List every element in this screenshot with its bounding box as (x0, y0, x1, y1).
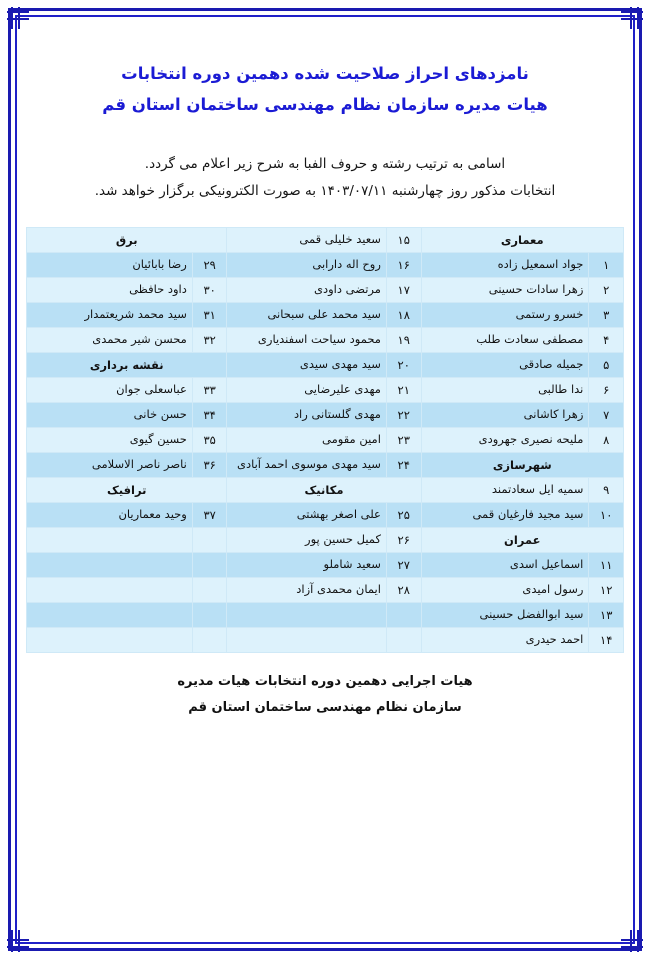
row-number-left: ۳۷ (192, 502, 227, 527)
candidate-name-middle: سعید شاملو (227, 552, 386, 577)
candidate-name-middle: سید مهدی سیدی (227, 352, 386, 377)
empty-cell-middle (227, 602, 386, 627)
candidate-name-right: سید ابوالفضل حسینی (421, 602, 589, 627)
row-number-middle: ۲۲ (386, 402, 421, 427)
table-row (27, 452, 624, 477)
row-number-left: ۳۰ (192, 277, 227, 302)
title-line-2: هیات مدیره سازمان نظام مهندسی ساختمان استان قم (102, 95, 548, 115)
candidate-name-middle: سید محمد علی سبحانی (227, 302, 386, 327)
candidate-name-middle: مهدی گلستانی راد (227, 402, 386, 427)
footer-text (22, 653, 628, 721)
table-row (27, 602, 624, 627)
table-row (27, 427, 624, 452)
row-number-right: ۶ (589, 377, 624, 402)
row-number-middle: ۱۹ (386, 327, 421, 352)
table-row (27, 377, 624, 402)
empty-cell-left (192, 602, 227, 627)
category-header-left: نقشه برداری (27, 352, 227, 377)
empty-cell-left (27, 552, 193, 577)
empty-cell-left (192, 577, 227, 602)
row-number-middle: ۱۵ (386, 227, 421, 252)
row-number-middle: ۲۰ (386, 352, 421, 377)
row-number-left: ۳۳ (192, 377, 227, 402)
row-number-left: ۳۵ (192, 427, 227, 452)
table-row (27, 577, 624, 602)
candidate-name-middle: سید مهدی موسوی احمد آبادی (227, 452, 386, 477)
row-number-left: ۳۴ (192, 402, 227, 427)
empty-cell-middle (386, 627, 421, 652)
intro-line-2: انتخابات مذکور روز چهارشنبه ۱۴۰۳/۰۷/۱۱ به صورت الکترونیکی برگزار خواهد شد. (94, 182, 556, 199)
candidate-name-right: جمیله صادقی (421, 352, 589, 377)
intro-text (22, 121, 628, 205)
row-number-left: ۲۹ (192, 252, 227, 277)
table-row (27, 627, 624, 652)
category-header-left: ترافیک (27, 477, 227, 502)
category-header-right: معماری (421, 227, 623, 252)
candidate-name-left: حسین گیوی (27, 427, 193, 452)
candidate-name-middle: مرتضی داودی (227, 277, 386, 302)
row-number-right: ۳ (589, 302, 624, 327)
row-number-middle: ۲۵ (386, 502, 421, 527)
candidate-name-middle: امین مقومی (227, 427, 386, 452)
row-number-right: ۵ (589, 352, 624, 377)
row-number-right: ۱۰ (589, 502, 624, 527)
candidate-name-left: حسن خانی (27, 402, 193, 427)
row-number-right: ۷ (589, 402, 624, 427)
row-number-left: ۳۱ (192, 302, 227, 327)
candidate-name-left: وحید معماریان (27, 502, 193, 527)
candidate-name-right: زهرا سادات حسینی (421, 277, 589, 302)
candidate-name-middle: کمیل حسین پور (227, 527, 386, 552)
candidate-name-left: داود حافظی (27, 277, 193, 302)
row-number-left: ۳۲ (192, 327, 227, 352)
candidate-name-middle: ایمان محمدی آزاد (227, 577, 386, 602)
page-title (22, 22, 628, 121)
table-row (27, 402, 624, 427)
candidates-table (26, 227, 624, 653)
candidate-name-left: سید محمد شریعتمدار (27, 302, 193, 327)
row-number-right: ۹ (589, 477, 624, 502)
table-row (27, 277, 624, 302)
empty-cell-left (27, 527, 193, 552)
table-row (27, 477, 624, 502)
candidate-name-right: خسرو رستمی (421, 302, 589, 327)
candidate-name-middle: علی اصغر بهشتی (227, 502, 386, 527)
table-row (27, 227, 624, 252)
category-header-left: برق (27, 227, 227, 252)
candidates-table-wrapper (22, 227, 628, 653)
row-number-middle: ۲۱ (386, 377, 421, 402)
candidate-name-right: رسول امیدی (421, 577, 589, 602)
category-header-right: عمران (421, 527, 623, 552)
candidate-name-right: مصطفی سعادت طلب (421, 327, 589, 352)
candidate-name-right: اسماعیل اسدی (421, 552, 589, 577)
table-row (27, 327, 624, 352)
intro-line-1: اسامی به ترتیب رشته و حروف الفبا به شرح زیر اعلام می گردد. (144, 155, 506, 172)
row-number-left: ۳۶ (192, 452, 227, 477)
table-row (27, 552, 624, 577)
row-number-middle: ۲۴ (386, 452, 421, 477)
candidate-name-right: ملیحه نصیری جهرودی (421, 427, 589, 452)
empty-cell-left (27, 602, 193, 627)
row-number-right: ۱۴ (589, 627, 624, 652)
category-header-right: شهرسازی (421, 452, 623, 477)
title-line-1: نامزدهای احراز صلاحیت شده دهمین دوره انتخابات (121, 64, 529, 83)
candidate-name-middle: مهدی علیرضایی (227, 377, 386, 402)
row-number-middle: ۲۶ (386, 527, 421, 552)
row-number-middle: ۱۷ (386, 277, 421, 302)
candidate-name-left: ناصر ناصر الاسلامی (27, 452, 193, 477)
row-number-right: ۱۲ (589, 577, 624, 602)
table-row (27, 502, 624, 527)
row-number-right: ۱ (589, 252, 624, 277)
row-number-middle: ۲۳ (386, 427, 421, 452)
empty-cell-left (27, 627, 193, 652)
row-number-middle: ۲۷ (386, 552, 421, 577)
candidate-name-middle: سعید خلیلی قمی (227, 227, 386, 252)
empty-cell-left (192, 527, 227, 552)
row-number-right: ۲ (589, 277, 624, 302)
row-number-right: ۸ (589, 427, 624, 452)
table-row (27, 302, 624, 327)
empty-cell-left (192, 552, 227, 577)
content-area (22, 22, 628, 937)
candidate-name-left: محسن شیر محمدی (27, 327, 193, 352)
table-row (27, 252, 624, 277)
category-header-middle: مکانیک (227, 477, 421, 502)
candidate-name-left: عباسعلی جوان (27, 377, 193, 402)
table-row (27, 527, 624, 552)
row-number-right: ۱۳ (589, 602, 624, 627)
empty-cell-left (192, 627, 227, 652)
row-number-middle: ۱۸ (386, 302, 421, 327)
table-row (27, 352, 624, 377)
empty-cell-middle (227, 627, 386, 652)
row-number-right: ۴ (589, 327, 624, 352)
candidate-name-right: زهرا کاشانی (421, 402, 589, 427)
candidate-name-right: احمد حیدری (421, 627, 589, 652)
row-number-right: ۱۱ (589, 552, 624, 577)
candidate-name-middle: محمود سیاحت اسفندیاری (227, 327, 386, 352)
footer-line-1: هیات اجرایی دهمین دوره انتخابات هیات مدیره (177, 673, 473, 689)
candidate-name-right: سید مجید فارغیان قمی (421, 502, 589, 527)
candidate-name-right: جواد اسمعیل زاده (421, 252, 589, 277)
empty-cell-middle (386, 602, 421, 627)
row-number-middle: ۲۸ (386, 577, 421, 602)
candidate-name-right: ندا طالبی (421, 377, 589, 402)
row-number-middle: ۱۶ (386, 252, 421, 277)
candidate-name-middle: روح اله دارابی (227, 252, 386, 277)
empty-cell-left (27, 577, 193, 602)
candidate-name-right: سمیه ایل سعادتمند (421, 477, 589, 502)
footer-line-2: سازمان نظام مهندسی ساختمان استان قم (188, 699, 462, 715)
candidate-name-left: رضا بابائیان (27, 252, 193, 277)
